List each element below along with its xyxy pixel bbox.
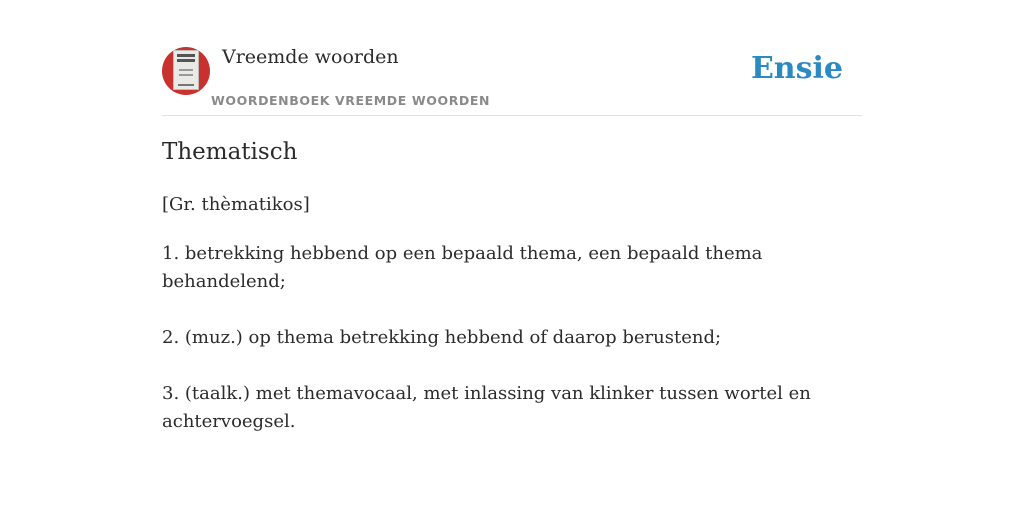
etymology: [Gr. thèmatikos] [162,194,310,215]
book-cover-icon [173,50,199,90]
site-avatar[interactable] [162,47,210,95]
site-subtitle: WOORDENBOEK VREEMDE WOORDEN [211,93,491,108]
site-title[interactable]: Vreemde woorden [222,46,399,68]
definition-item: 3. (taalk.) met themavocaal, met inlassing van klinker tussen wortel en achtervoegsel. [162,383,811,432]
page-container [162,0,862,432]
definition-item: 2. (muz.) op thema betrekking hebbend of daarop berustend; [162,327,722,348]
header [162,0,862,116]
definition-list [162,240,862,464]
page-title: Thematisch [162,139,298,165]
brand-logo[interactable]: Ensie [750,51,843,86]
definition-item: 1. betrekking hebbend op een bepaald thema, een bepaald thema behandelend; [162,243,763,292]
